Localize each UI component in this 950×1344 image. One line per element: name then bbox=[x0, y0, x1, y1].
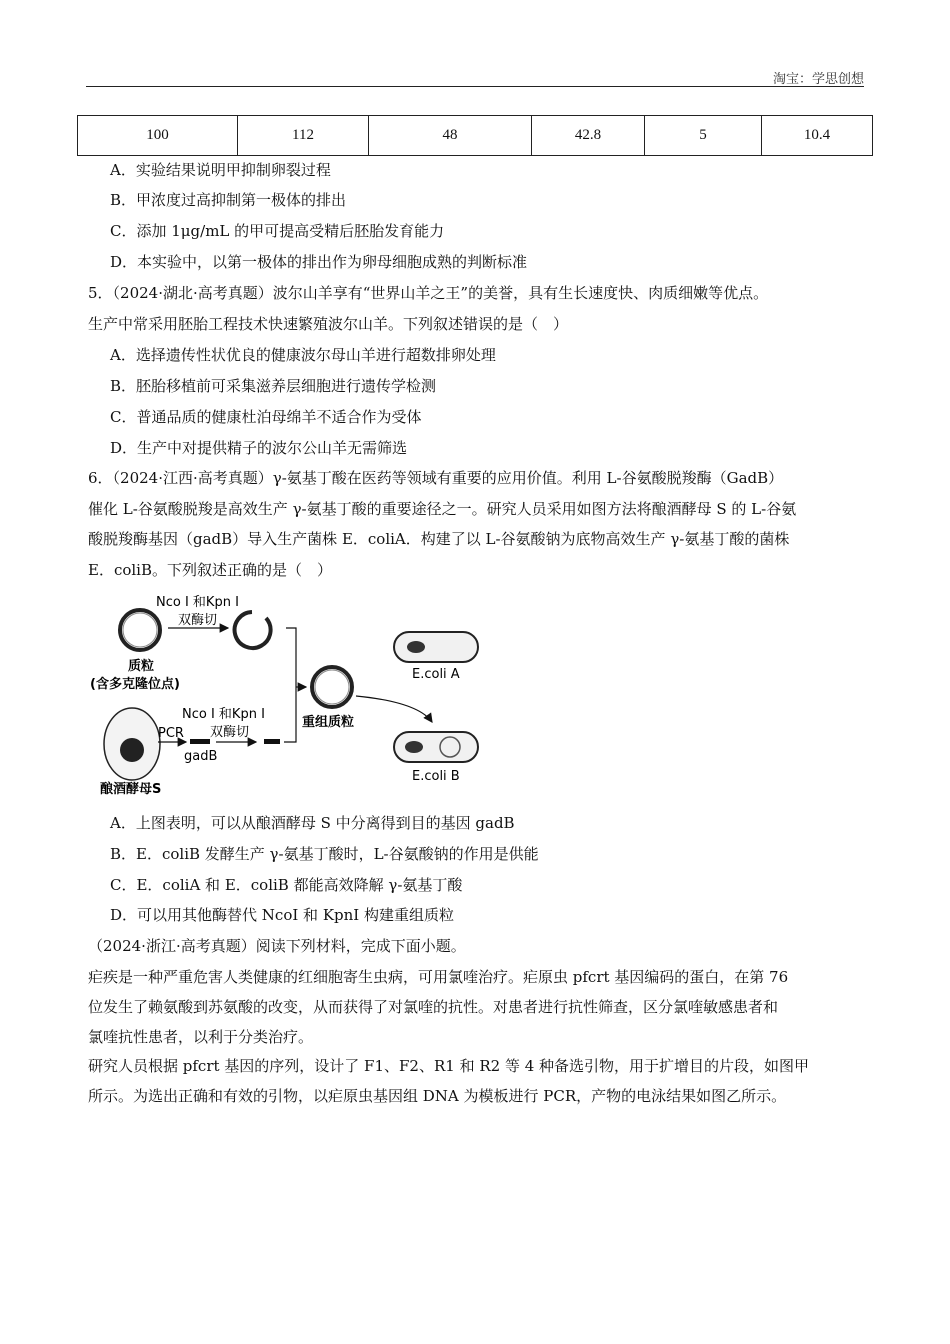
q6-option-b: B．E．coliB 发酵生产 γ-氨基丁酸时，L-谷氨酸钠的作用是供能 bbox=[110, 845, 539, 863]
cut-gene-fragment bbox=[264, 739, 280, 744]
q6-stem-line: 酸脱羧酶基因（gadB）导入生产菌株 E．coliA．构建了以 L-谷氨酸钠为底物高效生产 γ-氨基丁酸的菌株 bbox=[88, 530, 790, 548]
cut-plasmid-icon bbox=[235, 612, 271, 648]
q6-stem-line: 6．（2024·江西·高考真题）γ-氨基丁酸在医药等领域有重要的应用价值。利用 L-谷氨酸脱羧酶（GadB） bbox=[88, 469, 784, 487]
q4-option-d: D．本实验中，以第一极体的排出作为卵母细胞成熟的判断标准 bbox=[110, 253, 528, 271]
plasmid-icon bbox=[120, 610, 160, 650]
cut-label-bottom: 双酶切 bbox=[210, 725, 250, 740]
q7-para2-line: 所示。为选出正确和有效的引物，以疟原虫基因组 DNA 为模板进行 PCR，产物的电泳结果如图乙所示。 bbox=[88, 1087, 787, 1105]
q4-option-c: C．添加 1μg/mL 的甲可提高受精后胚胎发育能力 bbox=[110, 222, 445, 240]
table-cell: 48 bbox=[369, 116, 532, 156]
ecoli-a-label: E.coli A bbox=[412, 667, 460, 682]
header-text: 淘宝：学思创想 bbox=[772, 72, 864, 87]
ecoli-b-cell-icon bbox=[394, 732, 478, 762]
q5-option-c: C．普通品质的健康杜泊母绵羊不适合作为受体 bbox=[110, 408, 422, 426]
arrow-to-ecoli-b bbox=[356, 696, 432, 722]
table-cell: 10.4 bbox=[762, 116, 873, 156]
data-table bbox=[77, 115, 873, 156]
gene-fragment bbox=[190, 739, 210, 744]
q7-para1-line: 氯喹抗性患者，以利于分类治疗。 bbox=[88, 1028, 314, 1046]
q5-option-d: D．生产中对提供精子的波尔公山羊无需筛选 bbox=[110, 439, 408, 457]
q4-option-b: B．甲浓度过高抑制第一极体的排出 bbox=[110, 191, 347, 209]
q6-stem-line: 催化 L-谷氨酸脱羧是高效生产 γ-氨基丁酸的重要途径之一。研究人员采用如图方法将酿酒酵母 S 的 L-谷氨 bbox=[88, 500, 797, 518]
q7-para2-line: 研究人员根据 pfcrt 基因的序列，设计了 F1、F2、R1 和 R2 等 4 种备选引物，用于扩增目的片段，如图甲 bbox=[88, 1057, 810, 1075]
q6-option-a: A．上图表明，可以从酿酒酵母 S 中分离得到目的基因 gadB bbox=[110, 814, 515, 832]
enzyme-label-top: Nco Ⅰ 和Kpn Ⅰ bbox=[156, 595, 239, 610]
q6-option-c: C．E．coliA 和 E．coliB 都能高效降解 γ-氨基丁酸 bbox=[110, 876, 463, 894]
q5-stem-line: 生产中常采用胚胎工程技术快速繁殖波尔山羊。下列叙述错误的是（ ） bbox=[88, 315, 569, 333]
header-rule bbox=[86, 86, 864, 87]
ecoli-a-cell-icon bbox=[394, 632, 478, 662]
yeast-cell-icon bbox=[104, 708, 160, 780]
merge-line bbox=[284, 628, 296, 742]
gene-label: gadB bbox=[184, 749, 218, 764]
q7-para1-line: 位发生了赖氨酸到苏氨酸的改变，从而获得了对氯喹的抗性。对患者进行抗性筛查，区分氯喹敏感患者和 bbox=[88, 998, 779, 1016]
recombinant-plasmid-icon bbox=[312, 667, 352, 707]
q7-intro: （2024·浙江·高考真题）阅读下列材料，完成下面小题。 bbox=[88, 937, 466, 955]
q5-option-b: B．胚胎移植前可采集滋养层细胞进行遗传学检测 bbox=[110, 377, 437, 395]
yeast-label: 酿酒酵母S bbox=[100, 782, 162, 797]
cut-label-top: 双酶切 bbox=[178, 613, 218, 628]
table-cell: 100 bbox=[78, 116, 238, 156]
q4-option-a: A．实验结果说明甲抑制卵裂过程 bbox=[110, 161, 331, 179]
plasmid-note: (含多克隆位点) bbox=[90, 677, 180, 692]
table-row bbox=[78, 116, 873, 156]
ecoli-b-label: E.coli B bbox=[412, 769, 460, 784]
table-cell: 42.8 bbox=[532, 116, 645, 156]
q6-stem-line: E．coliB。下列叙述正确的是（ ） bbox=[88, 561, 333, 579]
table-cell: 112 bbox=[238, 116, 369, 156]
q6-option-d: D．可以用其他酶替代 NcoⅠ 和 KpnⅠ 构建重组质粒 bbox=[110, 906, 454, 924]
q5-option-a: A．选择遗传性状优良的健康波尔母山羊进行超数排卵处理 bbox=[110, 346, 496, 364]
plasmid-label: 质粒 bbox=[128, 659, 155, 674]
table-cell: 5 bbox=[645, 116, 762, 156]
pcr-label: PCR bbox=[158, 726, 184, 741]
enzyme-label-bottom: Nco Ⅰ 和Kpn Ⅰ bbox=[182, 707, 265, 722]
gene-cloning-diagram bbox=[88, 590, 508, 800]
q7-para1-line: 疟疾是一种严重危害人类健康的红细胞寄生虫病，可用氯喹治疗。疟原虫 pfcrt 基因编码的蛋白，在第 76 bbox=[88, 968, 789, 986]
recombinant-label: 重组质粒 bbox=[302, 715, 355, 730]
q5-stem-line: 5．（2024·湖北·高考真题）波尔山羊享有“世界山羊之王”的美誉，具有生长速度快、肉质细嫩等优点。 bbox=[88, 284, 769, 302]
